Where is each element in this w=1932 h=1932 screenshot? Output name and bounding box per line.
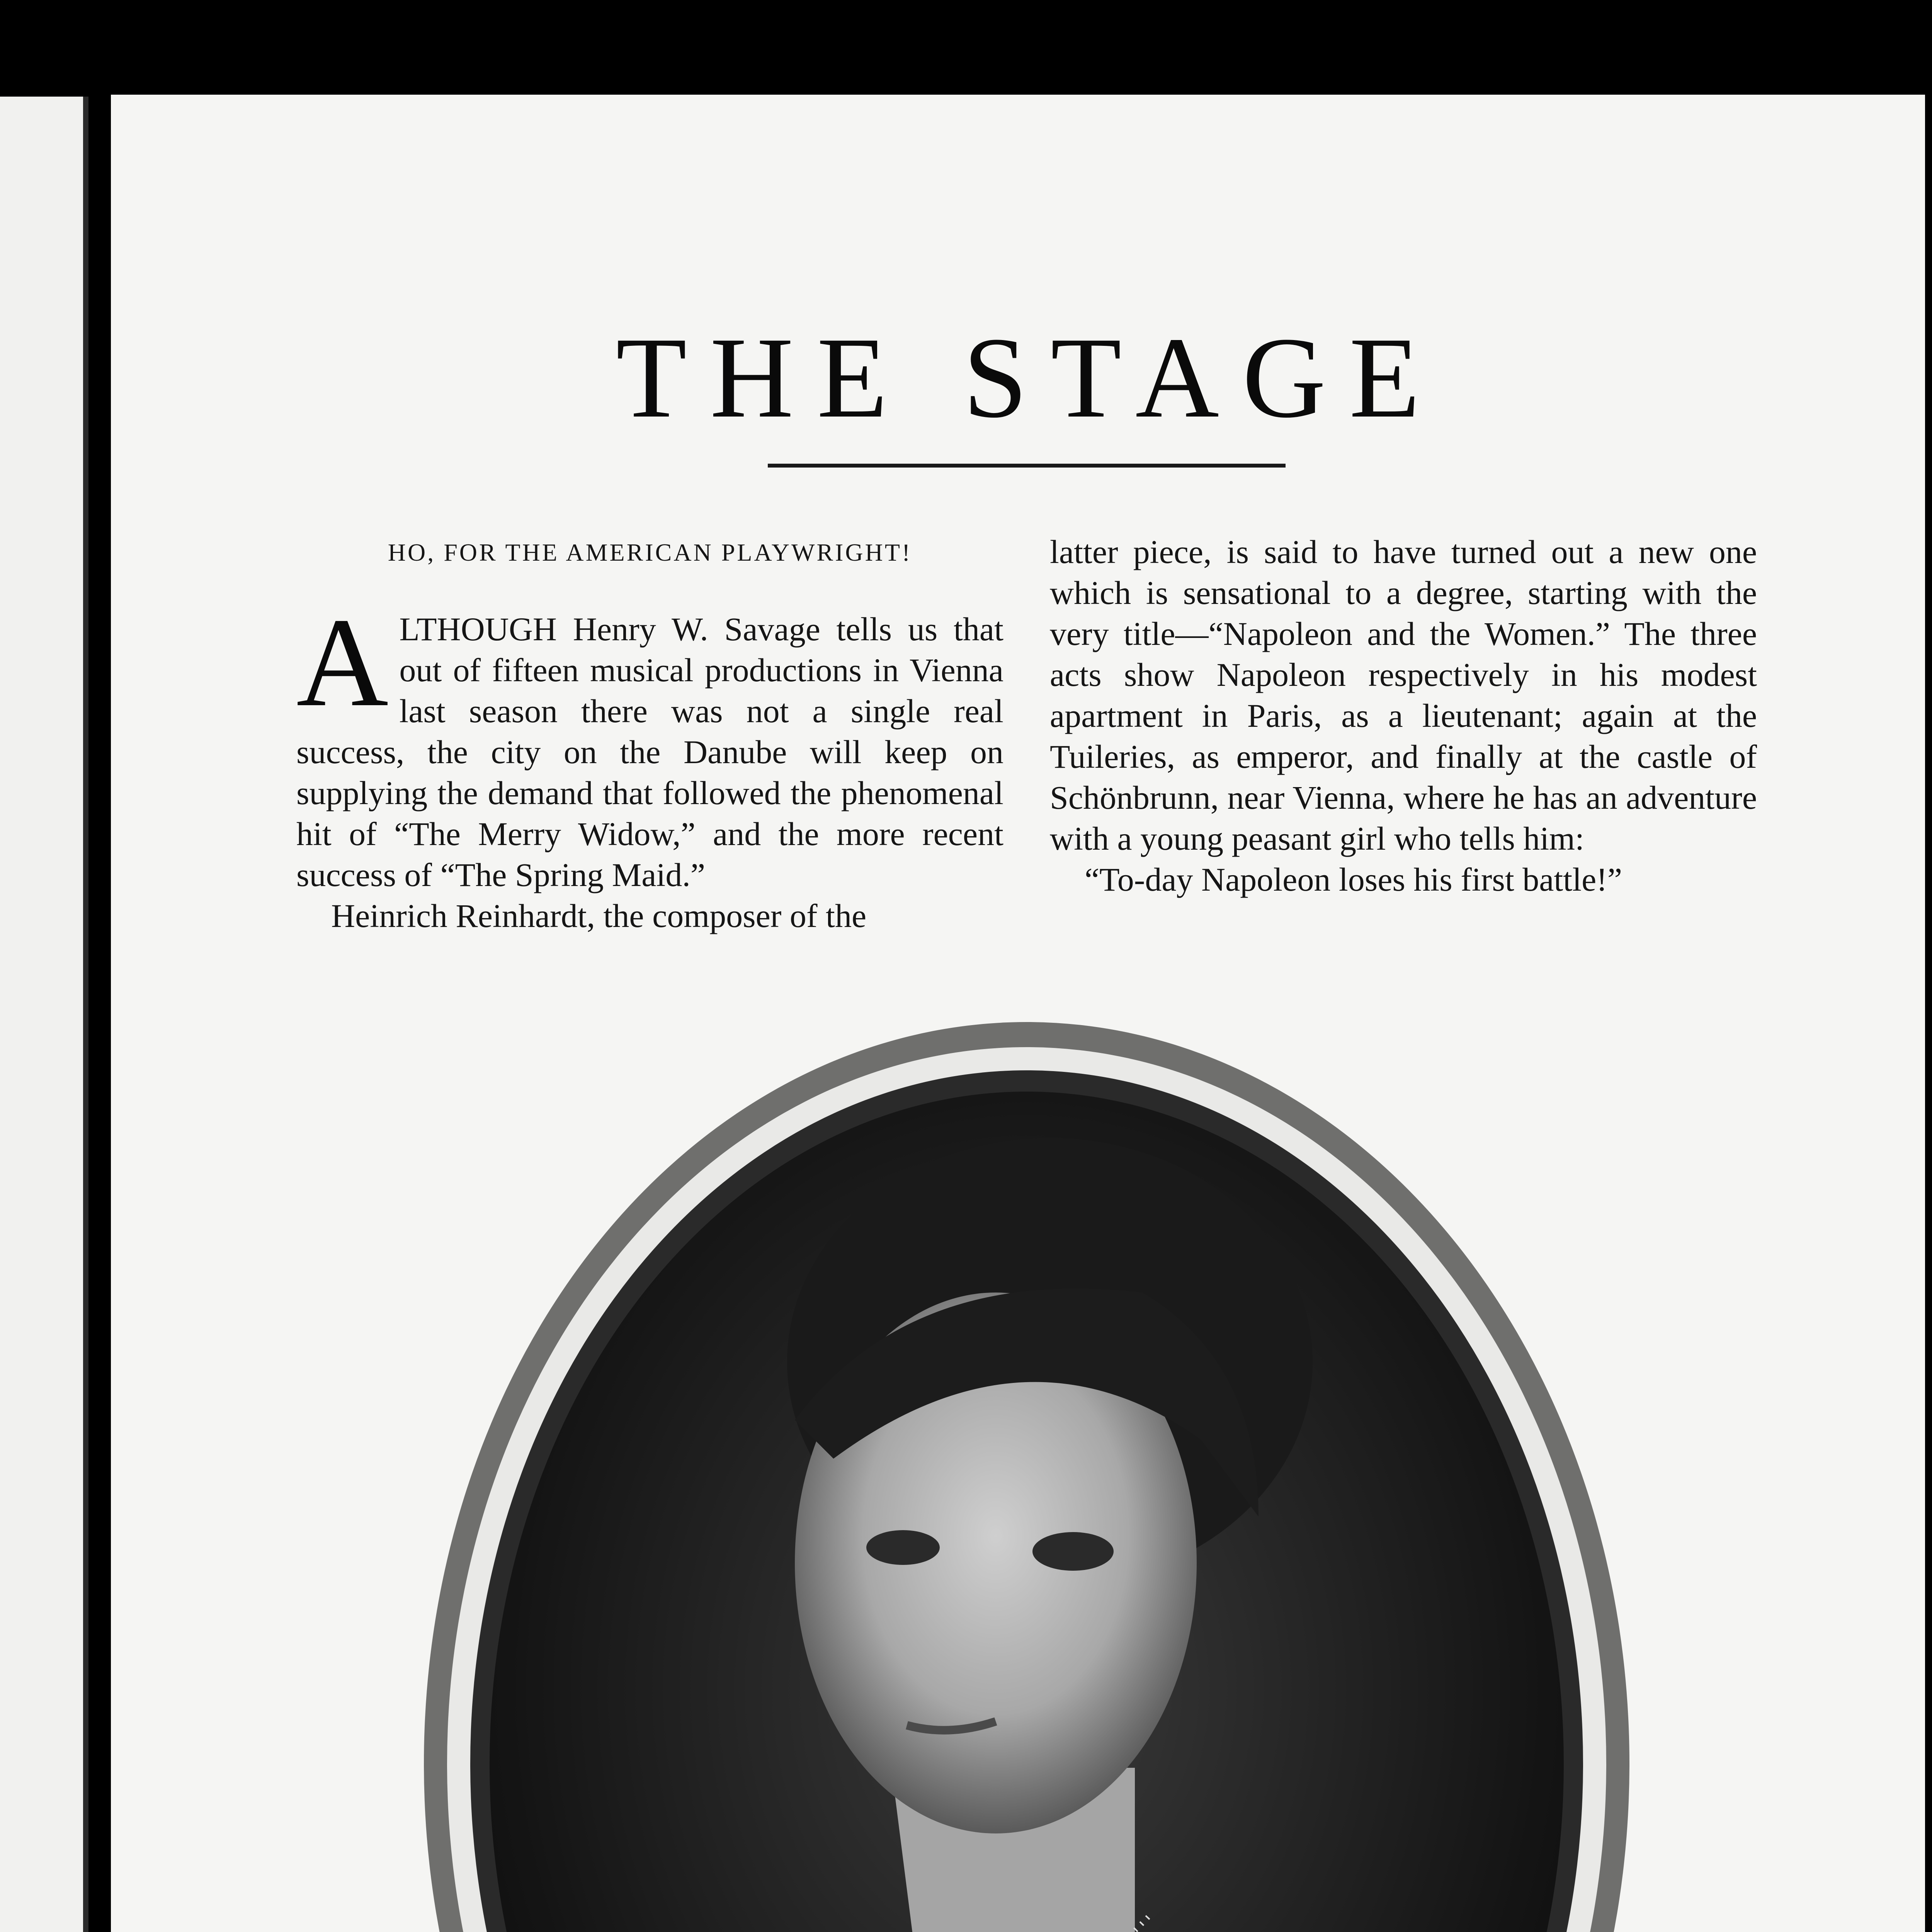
left-paragraph-1: [296, 592, 1003, 895]
left-paragraph-1-text: LTHOUGH Henry W. Savage tells us that out of fifteen musical productions in Vienna last season there was not a single real success, the city on the Danube will keep on supplying the demand that followed the phenomenal hit of “The Merry Widow,” and the more recent success of “The Spring Maid.”: [296, 611, 1003, 893]
adjacent-page-edge: [0, 97, 88, 1932]
page-title: THE STAGE: [616, 313, 1443, 442]
right-quote: “To-day Napoleon loses his first battle!”: [1085, 861, 1622, 898]
magazine-page: [111, 95, 1925, 1932]
portrait-photo: [408, 1014, 1645, 1932]
article-heading: HO, FOR THE AMERICAN PLAYWRIGHT!: [388, 539, 912, 566]
drop-cap: A: [296, 592, 389, 733]
title-rule: [768, 464, 1286, 468]
right-column: [1050, 531, 1757, 900]
right-paragraph-1: latter piece, is said to have turned out a new one which is sensational to a degree, starting with the very title—“Napoleon and the Women.” The three acts show Napoleon respectively in his modest apartment in Paris, as a lieutenant; again at the Tuileries, as emperor, and finally at the castle of Schönbrunn, near Vienna, where he has an adventure with a young peasant girl who tells him:: [1050, 533, 1757, 857]
left-paragraph-2: Heinrich Reinhardt, the composer of the: [331, 897, 867, 934]
left-column: [296, 531, 1003, 936]
